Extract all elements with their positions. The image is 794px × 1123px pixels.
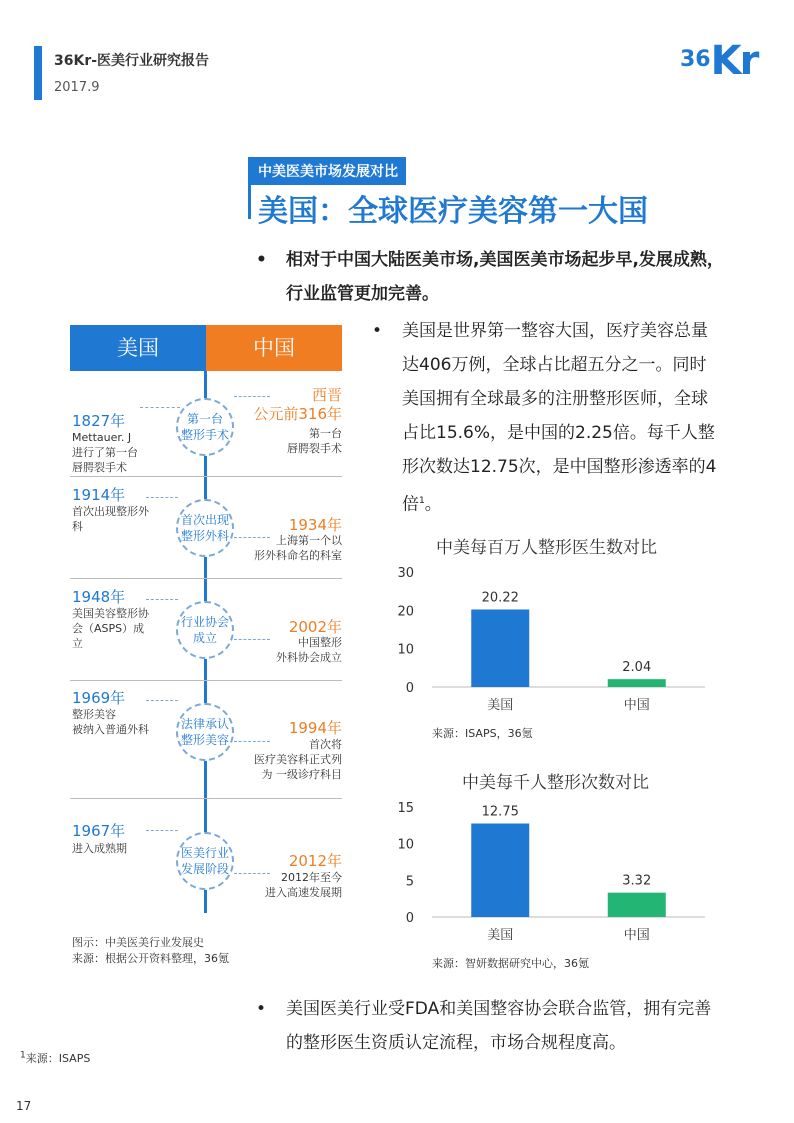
bar xyxy=(608,679,666,687)
footnote xyxy=(20,1050,90,1066)
bullet-us-stats-end: 。 xyxy=(424,494,442,515)
us-year: 1914年 xyxy=(72,486,126,504)
us-year: 1827年 xyxy=(72,412,126,430)
cn-year: 1934年 xyxy=(288,516,342,534)
chart1-title: 中美每百万人整形医生数对比 xyxy=(436,538,657,558)
bar xyxy=(471,609,529,687)
chart-procedures-per-thousand xyxy=(390,795,720,955)
timeline-divider xyxy=(70,578,342,579)
timeline-divider xyxy=(70,476,342,477)
data-label: 20.22 xyxy=(481,590,519,606)
chart2-source: 来源：智妍数据研究中心，36氪 xyxy=(432,957,589,970)
cn-year: 2002年 xyxy=(288,618,342,636)
data-label: 2.04 xyxy=(622,660,652,676)
us-event: 整形美容 被纳入普通外科 xyxy=(72,708,149,736)
chart2-title: 中美每千人整形次数对比 xyxy=(462,773,649,793)
x-tick-label: 美国 xyxy=(487,928,514,943)
us-event: 美国美容整形协 会（ASPS）成 立 xyxy=(72,607,149,650)
connector-line xyxy=(146,830,178,831)
bullet-dot: • xyxy=(372,321,383,341)
y-tick-label: 10 xyxy=(397,837,414,853)
section-tag: 中美医美市场发展对比 xyxy=(250,157,406,185)
cn-event: 首次将 医疗美容科正式列 为 一级诊疗科目 xyxy=(254,738,342,781)
timeline-cn-header: 中国 xyxy=(206,325,342,371)
y-tick-label: 30 xyxy=(397,566,414,581)
report-date: 2017.9 xyxy=(54,80,100,95)
cn-year: 1994年 xyxy=(288,719,342,737)
timeline-caption-source: 来源：根据公开资料整理，36氪 xyxy=(72,952,229,965)
x-tick-label: 美国 xyxy=(487,698,514,713)
us-event: Mettauer. J 进行了第一台 唇腭裂手术 xyxy=(72,431,138,474)
connector-line xyxy=(140,407,180,408)
brand-logo: $^{36}$Kr xyxy=(680,38,758,84)
timeline-milestone: 行业协会 成立 xyxy=(176,601,234,659)
bullet-dot: • xyxy=(256,999,267,1019)
cn-event: 上海第一个以 形外科命名的科室 xyxy=(254,534,342,562)
bullet-intro-text: 相对于中国大陆医美市场,美国医美市场起步早,发展成熟，行业监管更加完善。 xyxy=(286,250,724,304)
timeline-milestone: 首次出现 整形外科 xyxy=(176,499,234,557)
y-tick-label: 0 xyxy=(405,681,414,696)
timeline-us-header: 美国 xyxy=(70,325,206,371)
y-tick-label: 15 xyxy=(397,801,414,816)
chart-doctors-per-million xyxy=(390,560,720,725)
us-year: 1948年 xyxy=(72,588,126,606)
data-label: 3.32 xyxy=(622,873,652,889)
bullet-us-stats-text: 美国是世界第一整容大国，医疗美容总量达406万例，全球占比超五分之一。同时美国拥有全球最多的注册整形医师，全球占比15.6%，是中国的2.25倍。每千人整形次数达12.75次，是中国整形渗透率的4倍 xyxy=(402,321,717,515)
timeline-divider xyxy=(70,798,342,799)
us-year: 1969年 xyxy=(72,689,126,707)
bar xyxy=(471,824,529,918)
connector-line xyxy=(146,700,178,701)
report-title: 36Kr-医美行业研究报告 xyxy=(54,53,210,69)
y-tick-label: 0 xyxy=(405,911,414,926)
timeline-milestone: 法律承认 整形美容 xyxy=(176,703,234,761)
y-tick-label: 20 xyxy=(397,604,414,620)
y-tick-label: 10 xyxy=(397,642,414,658)
timeline-caption xyxy=(72,935,229,967)
y-tick-label: 5 xyxy=(405,874,414,890)
bullet-intro xyxy=(256,243,726,311)
us-event: 进入成熟期 xyxy=(72,842,127,855)
timeline-milestone: 医美行业 发展阶段 xyxy=(176,832,234,890)
connector-line xyxy=(146,497,178,498)
data-label: 12.75 xyxy=(481,804,519,820)
footnote-marker: 1 xyxy=(20,1050,26,1061)
connector-line xyxy=(234,873,270,874)
bullet-regulation xyxy=(256,992,726,1060)
timeline-divider xyxy=(70,680,342,681)
us-year: 1967年 xyxy=(72,822,126,840)
cn-event: 第一台 唇腭裂手术 xyxy=(287,427,342,455)
footnote-text: 来源：ISAPS xyxy=(25,1052,91,1065)
connector-line xyxy=(234,639,270,640)
cn-year: 西晋 公元前316年 xyxy=(253,386,342,423)
connector-line xyxy=(234,741,270,742)
us-event: 首次出现整形外 科 xyxy=(72,505,149,533)
bullet-us-stats xyxy=(372,314,722,522)
timeline-milestone: 第一台 整形手术 xyxy=(176,398,234,456)
cn-event: 中国整形 外科协会成立 xyxy=(276,636,342,664)
connector-line xyxy=(146,599,178,600)
connector-line xyxy=(234,396,270,397)
connector-line xyxy=(234,537,270,538)
page-number: 17 xyxy=(16,1099,32,1113)
bullet-dot: • xyxy=(256,250,267,270)
cn-event: 2012年至今 进入高速发展期 xyxy=(265,871,342,899)
footnote-ref: 1 xyxy=(419,496,425,506)
chart1-source: 来源：ISAPS，36氪 xyxy=(432,727,533,740)
bar xyxy=(608,893,666,917)
bullet-regulation-text: 美国医美行业受FDA和美国整容协会联合监管，拥有完善的整形医生资质认定流程，市场合规程度高。 xyxy=(286,999,712,1053)
x-tick-label: 中国 xyxy=(623,928,650,943)
x-tick-label: 中国 xyxy=(623,698,650,713)
timeline-caption-title: 图示：中美医美行业发展史 xyxy=(72,936,204,949)
header-accent-bar xyxy=(34,46,42,100)
section-title: 美国：全球医疗美容第一大国 xyxy=(258,194,648,229)
cn-year: 2012年 xyxy=(288,852,342,870)
